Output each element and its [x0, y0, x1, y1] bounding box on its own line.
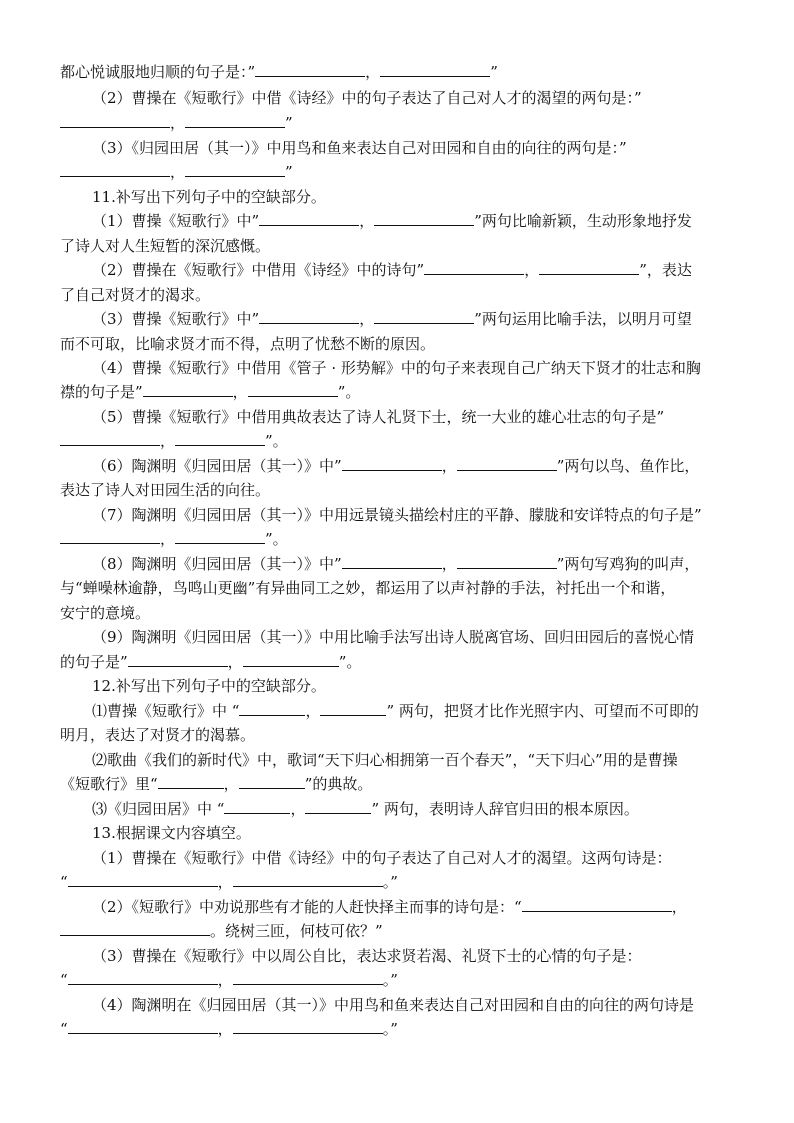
answer-blank[interactable]	[68, 970, 218, 985]
line-11: （3）曹操《短歌行》中” ， ”两句运用比喻手法，以明月可望	[92, 310, 692, 328]
line-36: 。绕树三匝，何枝可依？”	[60, 921, 383, 941]
line-25: 的句子是” ， ”。	[60, 653, 362, 671]
answer-blank[interactable]	[259, 211, 359, 226]
answer-blank[interactable]	[255, 62, 365, 77]
line-10: 了自己对贤才的渴求。	[60, 286, 211, 304]
answer-blank[interactable]	[185, 113, 285, 128]
answer-blank[interactable]	[320, 701, 386, 716]
line-14: 襟的句子是” ， ”。	[60, 383, 361, 401]
answer-blank[interactable]	[68, 1019, 218, 1034]
answer-blank[interactable]	[158, 774, 224, 789]
line-27: ⑴曹操《短歌行》中 “ ， ” 两句，把贤才比作光照宇内、可望而不可即的	[92, 702, 699, 720]
line-35: （2）《短歌行》中劝说那些有才能的人赶快择主而事的诗句是：“ ，	[92, 898, 687, 916]
answer-blank[interactable]	[233, 1019, 383, 1034]
line-30: 《短歌行》里“ ， ”的典故。	[60, 775, 373, 793]
line-15: （5）曹操《短歌行》中借用典故表达了诗人礼贤下士，统一大业的雄心壮志的句子是”	[92, 408, 665, 426]
line-39: （4）陶渊明在《归园田居（其一）》中用鸟和鱼来表达自己对田园和自由的向往的两句诗是	[92, 996, 695, 1014]
answer-blank[interactable]	[239, 701, 305, 716]
answer-blank[interactable]	[457, 554, 557, 569]
answer-blank[interactable]	[342, 554, 442, 569]
line-28: 明月，表达了对贤才的渴慕。	[60, 726, 256, 744]
line-8: 了诗人对人生短暂的深沉感慨。	[60, 237, 271, 255]
line-7: （1）曹操《短歌行》中” ， ”两句比喻新颖，生动形象地抒发	[92, 212, 692, 230]
answer-blank[interactable]	[243, 652, 339, 667]
line-1: 都心悦诚服地归顺的句子是：” ， ”	[60, 63, 498, 81]
line-20: ， ”。	[60, 529, 288, 549]
line-3: ， ”	[60, 113, 293, 133]
answer-blank[interactable]	[60, 113, 170, 128]
line-5: ， ”	[60, 162, 293, 182]
answer-blank[interactable]	[457, 456, 557, 471]
answer-blank[interactable]	[175, 431, 265, 446]
answer-blank[interactable]	[233, 970, 383, 985]
answer-blank[interactable]	[68, 872, 218, 887]
line-23: 安宁的意境。	[60, 604, 151, 622]
answer-blank[interactable]	[374, 309, 474, 324]
line-18: 表达了诗人对田园生活的向往。	[60, 481, 271, 499]
answer-blank[interactable]	[522, 897, 672, 912]
answer-blank[interactable]	[60, 529, 160, 544]
answer-blank[interactable]	[128, 652, 228, 667]
answer-blank[interactable]	[143, 382, 233, 397]
line-37: （3）曹操在《短歌行》中以周公自比，表达求贤若渴、礼贤下士的心情的句子是：	[92, 947, 642, 965]
question-heading-11: 11.补写出下列句子中的空缺部分。	[92, 188, 326, 206]
answer-blank[interactable]	[305, 799, 371, 814]
line-33: （1）曹操在《短歌行》中借《诗经》中的句子表达了自己对人才的渴望。这两句诗是：	[92, 849, 672, 867]
answer-blank[interactable]	[60, 431, 160, 446]
answer-blank[interactable]	[248, 382, 338, 397]
answer-blank[interactable]	[374, 211, 474, 226]
answer-blank[interactable]	[239, 774, 305, 789]
line-9: （2）曹操在《短歌行》中借用《诗经》中的诗句” ， ”，表达	[92, 261, 692, 279]
line-16: ， ”。	[60, 431, 288, 451]
answer-blank[interactable]	[60, 162, 170, 177]
answer-blank[interactable]	[185, 162, 285, 177]
line-29: ⑵歌曲《我们的新时代》中，歌词“天下归心相拥第一百个春天”，“天下归心”用的是曹操	[92, 751, 678, 769]
line-38: “ ， 。”	[60, 971, 398, 989]
question-heading-12: 12.补写出下列句子中的空缺部分。	[92, 677, 326, 695]
line-17: （6）陶渊明《归园田居（其一）》中” ， ”两句以鸟、鱼作比，	[92, 457, 700, 475]
line-34: “ ， 。”	[60, 873, 398, 891]
answer-blank[interactable]	[259, 309, 359, 324]
line-24: （9）陶渊明《归园田居（其一）》中用比喻手法写出诗人脱离官场、回归田园后的喜悦心情	[92, 628, 695, 646]
line-19: （7）陶渊明《归园田居（其一）》中用远景镜头描绘村庄的平静、朦胧和安详特点的句子是”	[92, 506, 702, 524]
line-21: （8）陶渊明《归园田居（其一）》中” ， ”两句写鸡狗的叫声，	[92, 555, 700, 573]
question-heading-13: 13.根据课文内容填空。	[92, 824, 251, 842]
answer-blank[interactable]	[342, 456, 442, 471]
line-22: 与“蝉噪林逾静，鸟鸣山更幽”有异曲同工之妙，都运用了以声衬静的手法，衬托出一个和谐，	[60, 579, 676, 597]
answer-blank[interactable]	[60, 921, 210, 936]
answer-blank[interactable]	[224, 799, 290, 814]
line-31: ⑶《归园田居》中 “ ， ” 两句，表明诗人辞官归田的根本原因。	[92, 800, 639, 818]
line-40: “ ， 。”	[60, 1020, 398, 1038]
line-2: （2）曹操在《短歌行》中借《诗经》中的句子表达了自己对人才的渴望的两句是：”	[92, 89, 642, 107]
answer-blank[interactable]	[175, 529, 265, 544]
answer-blank[interactable]	[539, 260, 639, 275]
line-12: 而不可取，比喻求贤才而不得，点明了忧愁不断的原因。	[60, 335, 436, 353]
answer-blank[interactable]	[233, 872, 383, 887]
line-4: （3）《归园田居（其一）》中用鸟和鱼来表达自己对田园和自由的向往的两句是：”	[92, 139, 627, 157]
answer-blank[interactable]	[380, 62, 490, 77]
line-13: （4）曹操《短歌行》中借用《管子 · 形势解》中的句子来表现自己广纳天下贤才的壮志和胸	[92, 359, 701, 377]
answer-blank[interactable]	[424, 260, 524, 275]
